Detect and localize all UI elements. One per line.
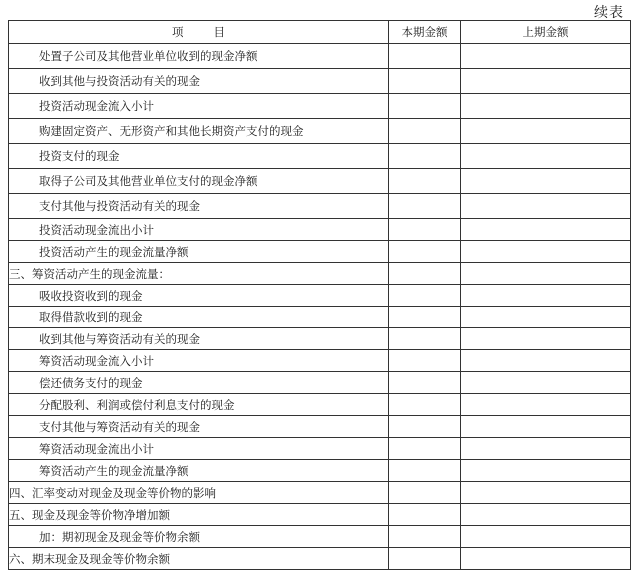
row-previous-amount-cell <box>461 548 631 570</box>
table-row <box>9 263 631 285</box>
row-item-label: 支付其他与投资活动有关的现金 <box>9 194 389 219</box>
row-previous-amount-cell <box>461 416 631 438</box>
row-current-amount-cell <box>389 416 461 438</box>
row-item-label: 支付其他与筹资活动有关的现金 <box>9 416 389 438</box>
table-row <box>9 460 631 482</box>
row-previous-amount-cell <box>461 44 631 69</box>
row-item-label: 收到其他与筹资活动有关的现金 <box>9 328 389 350</box>
row-item-label: 分配股利、利润或偿付利息支付的现金 <box>9 394 389 416</box>
row-current-amount-cell <box>389 394 461 416</box>
row-previous-amount-cell <box>461 119 631 144</box>
row-current-amount-cell <box>389 169 461 194</box>
row-current-amount-cell <box>389 460 461 482</box>
row-previous-amount-cell <box>461 241 631 263</box>
row-previous-amount-cell <box>461 307 631 328</box>
table-row <box>9 169 631 194</box>
row-current-amount-cell <box>389 285 461 307</box>
row-current-amount-cell <box>389 69 461 94</box>
header-item <box>9 21 389 44</box>
row-previous-amount-cell <box>461 482 631 504</box>
row-item-label: 处置子公司及其他营业单位收到的现金净额 <box>9 44 389 69</box>
row-item-label: 取得借款收到的现金 <box>9 307 389 328</box>
row-current-amount-cell <box>389 526 461 548</box>
continued-label: 续表 <box>594 5 624 21</box>
row-item-label: 筹资活动现金流入小计 <box>9 350 389 372</box>
row-item-label: 吸收投资收到的现金 <box>9 285 389 307</box>
row-previous-amount-cell <box>461 219 631 241</box>
table-row <box>9 482 631 504</box>
row-current-amount-cell <box>389 328 461 350</box>
row-current-amount-cell <box>389 350 461 372</box>
table-row <box>9 307 631 328</box>
table-header-row <box>9 21 631 44</box>
table-row <box>9 69 631 94</box>
row-current-amount-cell <box>389 372 461 394</box>
table-row <box>9 372 631 394</box>
row-current-amount-cell <box>389 263 461 285</box>
row-item-label: 收到其他与投资活动有关的现金 <box>9 69 389 94</box>
table-row <box>9 350 631 372</box>
row-previous-amount-cell <box>461 438 631 460</box>
row-current-amount-cell <box>389 438 461 460</box>
row-item-label: 投资活动现金流出小计 <box>9 219 389 241</box>
table-row <box>9 144 631 169</box>
table-row <box>9 119 631 144</box>
row-item-label: 投资活动现金流入小计 <box>9 94 389 119</box>
row-current-amount-cell <box>389 307 461 328</box>
row-current-amount-cell <box>389 94 461 119</box>
row-item-label: 购建固定资产、无形资产和其他长期资产支付的现金 <box>9 119 389 144</box>
row-current-amount-cell <box>389 548 461 570</box>
row-item-label: 四、汇率变动对现金及现金等价物的影响 <box>9 482 389 504</box>
row-previous-amount-cell <box>461 394 631 416</box>
row-item-label: 投资支付的现金 <box>9 144 389 169</box>
row-current-amount-cell <box>389 194 461 219</box>
row-item-label: 加：期初现金及现金等价物余额 <box>9 526 389 548</box>
row-item-label: 六、期末现金及现金等价物余额 <box>9 548 389 570</box>
row-previous-amount-cell <box>461 350 631 372</box>
row-previous-amount-cell <box>461 460 631 482</box>
row-current-amount-cell <box>389 219 461 241</box>
header-previous-period: 上期金额 <box>461 21 631 44</box>
row-item-label: 投资活动产生的现金流量净额 <box>9 241 389 263</box>
row-current-amount-cell <box>389 482 461 504</box>
table-row <box>9 548 631 570</box>
header-item-label: 项目 <box>172 25 255 39</box>
row-previous-amount-cell <box>461 504 631 526</box>
table-row <box>9 438 631 460</box>
table-body <box>9 44 631 570</box>
row-item-label: 筹资活动产生的现金流量净额 <box>9 460 389 482</box>
table-row <box>9 44 631 69</box>
row-current-amount-cell <box>389 144 461 169</box>
row-previous-amount-cell <box>461 285 631 307</box>
table-row <box>9 285 631 307</box>
row-item-label: 筹资活动现金流出小计 <box>9 438 389 460</box>
table-row <box>9 194 631 219</box>
row-current-amount-cell <box>389 119 461 144</box>
row-previous-amount-cell <box>461 194 631 219</box>
row-previous-amount-cell <box>461 169 631 194</box>
row-item-label: 取得子公司及其他营业单位支付的现金净额 <box>9 169 389 194</box>
table-row <box>9 504 631 526</box>
row-previous-amount-cell <box>461 144 631 169</box>
row-current-amount-cell <box>389 241 461 263</box>
table-row <box>9 241 631 263</box>
row-item-label: 三、筹资活动产生的现金流量： <box>9 263 389 285</box>
row-previous-amount-cell <box>461 372 631 394</box>
row-previous-amount-cell <box>461 94 631 119</box>
row-previous-amount-cell <box>461 328 631 350</box>
row-previous-amount-cell <box>461 526 631 548</box>
row-item-label: 五、现金及现金等价物净增加额 <box>9 504 389 526</box>
header-current-period: 本期金额 <box>389 21 461 44</box>
row-current-amount-cell <box>389 504 461 526</box>
table-row <box>9 219 631 241</box>
table-row <box>9 394 631 416</box>
row-previous-amount-cell <box>461 69 631 94</box>
row-current-amount-cell <box>389 44 461 69</box>
row-item-label: 偿还债务支付的现金 <box>9 372 389 394</box>
row-previous-amount-cell <box>461 263 631 285</box>
table-row <box>9 328 631 350</box>
table-row <box>9 526 631 548</box>
table-row <box>9 416 631 438</box>
table-row <box>9 94 631 119</box>
cash-flow-statement-table <box>8 20 631 570</box>
